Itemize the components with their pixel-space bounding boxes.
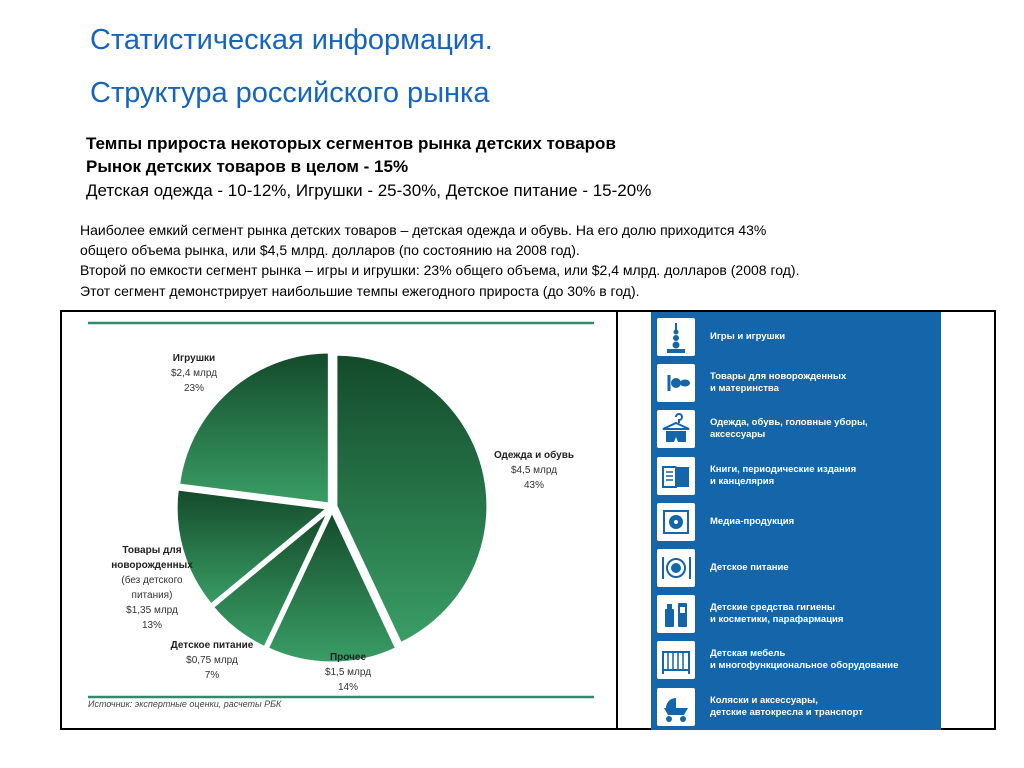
category-label: [710, 638, 898, 682]
pie-chart: [62, 312, 614, 712]
pie-data-label: Прочее $1,5 млрд 14%: [324, 652, 372, 693]
category-item: [651, 315, 941, 359]
category-item: [651, 546, 941, 590]
category-label-line: Детская мебель: [710, 648, 786, 660]
category-panel: [651, 312, 941, 730]
description-line: Наиболее емкий сегмент рынка детских товаров – детская одежда и обувь. На его долю приходится 43%: [80, 222, 767, 238]
category-label-line: Детские средства гигиены: [710, 602, 835, 614]
category-item: [651, 361, 941, 405]
growth-title: Темпы прироста некоторых сегментов рынка детских товаров: [86, 134, 616, 153]
category-label: [710, 500, 794, 544]
category-label-line: Товары для новорожденных: [710, 371, 847, 383]
category-label: [710, 592, 843, 636]
category-label: [710, 685, 863, 729]
category-label-line: и косметики, парафармация: [710, 614, 844, 626]
category-label-line: и материнства: [710, 383, 779, 395]
page-subtitle: Структура российского рынка: [90, 77, 490, 109]
chart-source: Источник: экспертные оценки, расчеты РБК: [88, 699, 282, 709]
book-icon: [657, 457, 695, 495]
category-item: [651, 592, 941, 636]
category-item: [651, 500, 941, 544]
category-item: [651, 685, 941, 729]
category-label-line: Игры и игрушки: [710, 331, 786, 342]
category-label-line: аксессуары: [710, 429, 766, 441]
stroller-icon: [657, 688, 695, 726]
growth-segments: Детская одежда - 10-12%, Игрушки - 25-30%, Детское питание - 15-20%: [86, 181, 652, 200]
description-line: Этот сегмент демонстрирует наибольшие темпы ежегодного прироста (до 30% в год).: [80, 283, 640, 299]
growth-overall: Рынок детских товаров в целом - 15%: [86, 157, 409, 176]
page-title: Статистическая информация.: [90, 24, 493, 56]
pie-data-label: Детское питание $0,75 млрд 7%: [170, 640, 254, 681]
media-disc-icon: [657, 503, 695, 541]
category-label-line: Одежда, обувь, головные уборы,: [710, 417, 868, 429]
category-label-line: Книги, периодические издания: [710, 463, 857, 475]
category-item: [651, 454, 941, 498]
crib-icon: [657, 641, 695, 679]
category-label-line: Медиа-продукция: [710, 515, 795, 527]
category-label-line: детские автокресла и транспорт: [710, 706, 863, 718]
description-line: Второй по емкости сегмент рынка – игры и игрушки: 23% общего объема, или $2,4 млрд. долларов (2008 год).: [80, 262, 800, 278]
category-item: [651, 407, 941, 451]
category-item: [651, 638, 941, 682]
category-label-line: и многофункциональное оборудование: [710, 660, 899, 672]
pie-data-label: Игрушки $2,4 млрд 23%: [170, 353, 218, 394]
category-label-line: Детское питание: [710, 562, 789, 573]
pie-data-label: Одежда и обувь $4,5 млрд 43%: [493, 450, 575, 491]
category-label-line: Коляски и аксессуары,: [710, 694, 818, 706]
category-label: [710, 407, 868, 451]
clothes-hanger-icon: [657, 410, 695, 448]
category-label-line: и канцелярия: [710, 475, 775, 487]
category-label: [710, 546, 789, 590]
toy-pyramid-icon: [657, 318, 695, 356]
hygiene-bottles-icon: [657, 595, 695, 633]
category-label: [710, 454, 856, 498]
pie-data-label: Товары для новорожденных (без детского питания) $1,35 млрд 13%: [111, 545, 193, 631]
category-label: [710, 315, 785, 359]
frame-divider: [616, 310, 618, 730]
plate-cutlery-icon: [657, 549, 695, 587]
description-line: общего объема рынка, или $4,5 млрд. долларов (по состоянию на 2008 год).: [80, 242, 580, 258]
category-label: [710, 361, 846, 405]
pacifier-icon: [657, 364, 695, 402]
